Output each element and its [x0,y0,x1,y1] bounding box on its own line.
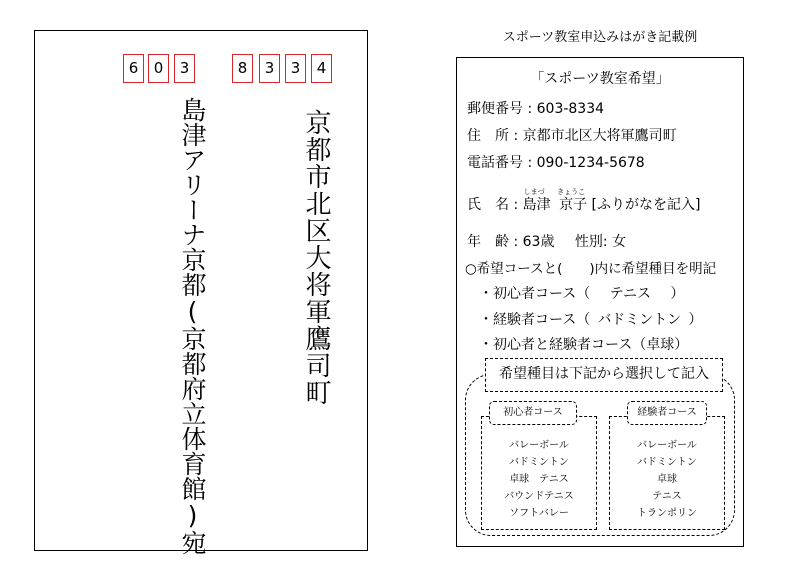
phone-label: 電話番号 [467,155,523,171]
beginner-course-list [482,437,596,522]
name-label: 氏 名 [467,197,509,213]
list-item: バレーボール [637,440,697,451]
course-row: ・初心者コース（ テニス ） [479,286,685,302]
name-given: きょうこ 京子 [557,188,588,213]
experienced-course-list [610,437,724,522]
beginner-course-box [481,416,597,530]
postal-value: 603-8334 [536,101,605,117]
list-item: 卓球 テニス [509,474,569,485]
zip-digit-box: 0 [148,54,169,83]
address-row: 住 所 : 京都市北区大将軍鷹司町 [467,128,677,144]
name-family: しまづ 島津 [522,188,551,213]
name-given-ruby: きょうこ [557,188,586,196]
address-label: 住 所 [467,128,509,144]
address-value: 京都市北区大将軍鷹司町 [522,128,677,144]
list-item: バレーボール [509,440,569,451]
name-row: 氏 名 : しまづ 島津 きょうこ 京子 [ふりがなを記入] [467,188,701,213]
experienced-course-title: 経験者コース [627,401,707,425]
age-label: 年 齢 [467,234,509,250]
postal-row: 郵便番号 : 603-8334 [467,101,605,117]
age-row: 年 齢 : 63歳 性別: 女 [467,234,627,250]
recipient-name: 島津アリーナ京都(京都府立体育館)宛 [178,97,207,555]
list-item: トランポリン [637,508,697,519]
zip-digit-box: 4 [311,54,332,83]
example-title: スポーツ教室申込みはがき記載例 [502,30,698,45]
name-family-ruby: しまづ [523,188,545,196]
list-item: ソフトバレー [509,508,569,519]
beginner-course-title: 初心者コース [489,401,577,425]
recipient-address: 京都市北区大将軍鷹司町 [301,109,331,406]
zip-digit-box: 6 [123,54,144,83]
list-item: バドミントン [637,457,697,468]
course-row: ・初心者と経験者コース（卓球） [479,337,689,353]
phone-value: 090-1234-5678 [536,155,645,171]
example-card [456,57,744,547]
list-item: 卓球 [657,474,677,485]
postal-label: 郵便番号 [467,101,523,117]
zip-digit-box: 3 [174,54,195,83]
phone-row: 電話番号 : 090-1234-5678 [467,155,645,171]
name-note: [ふりがなを記入] [591,197,701,213]
list-item: テニス [652,491,682,502]
course-row: ・経験者コース（ バドミントン ） [479,312,703,328]
zip-digit-box: 3 [259,54,280,83]
gender-label: 性別: [574,234,608,250]
list-item: バドミントン [509,457,569,468]
choice-prompt: 希望種目は下記から選択して記入 [485,358,723,392]
instruction: ○希望コースと( )内に希望種目を明記 [465,261,717,277]
zip-digit-box: 8 [232,54,253,83]
list-item: バウンドテニス [504,491,574,502]
zip-digit-box: 3 [285,54,306,83]
experienced-course-box [609,416,725,530]
postcard [34,30,368,555]
example-heading: 「スポーツ教室希望」 [530,71,670,87]
gender-value: 女 [612,234,627,250]
age-value: 63歳 [522,234,555,250]
